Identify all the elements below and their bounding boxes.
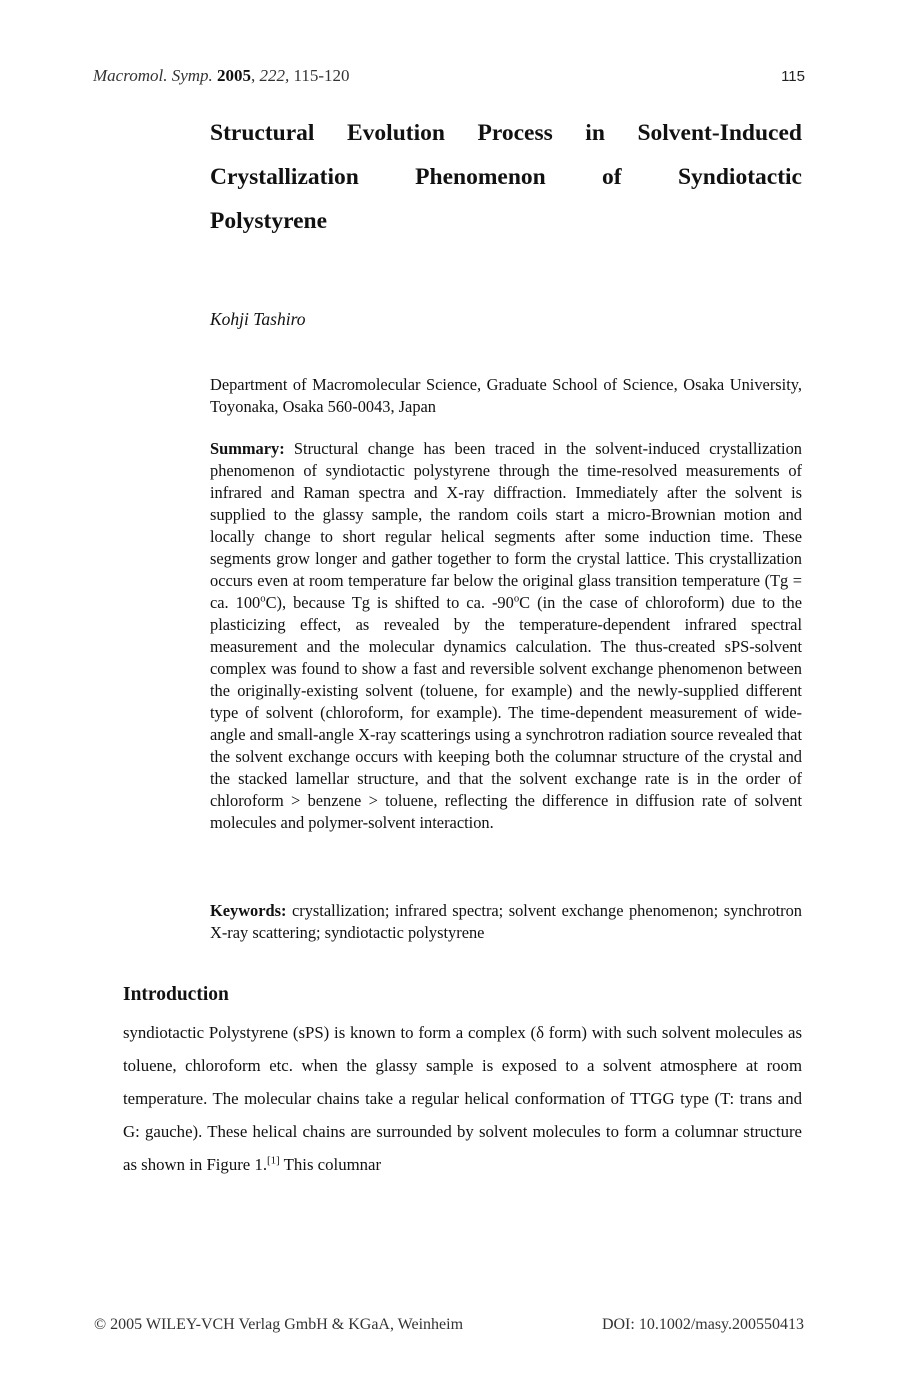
author-affiliation: Department of Macromolecular Science, Graduate School of Science, Osaka University, Toyonaka, Osaka 560-0043, Japan: [210, 375, 802, 416]
author-name: Kohji Tashiro: [210, 309, 306, 329]
summary-paragraph: [210, 438, 802, 834]
degree-sup-2: o: [513, 593, 520, 605]
journal-volume: 222,: [259, 66, 290, 85]
introduction-paragraph: [123, 1016, 802, 1181]
summary-label: Summary:: [210, 439, 285, 458]
title-line-2: Crystallization Phenomenon of Syndiotactic: [210, 164, 802, 190]
keywords-text: crystallization; infrared spectra; solvent exchange phenomenon; synchrotron X-ray scattering; syndiotactic polystyrene: [210, 901, 802, 942]
summary-text-2: C), because Tg is shifted to ca. -90: [265, 593, 514, 612]
degree-sup-1: o: [260, 593, 266, 605]
title-line-1: Structural Evolution Process in Solvent-Induced: [210, 120, 802, 146]
section-heading-introduction: Introduction: [123, 984, 229, 1005]
summary-text-1: Structural change has been traced in the solvent-induced crystallization phenomenon of syndiotactic polystyrene through the time-resolved measurements of infrared and Raman spectra and X-ray diffraction. Immediately after the solvent is supplied to the glassy sample, the random coils start a micro-Brownian motion and locally change to short regular helical segments after some induction time. These segments grow longer and gather together to form the crystal lattice. This crystallization occurs even at room temperature far below the original glass transition temperature (Tg = ca. 100: [210, 439, 802, 612]
paper-title: [210, 111, 802, 243]
title-line-3: Polystyrene: [210, 208, 328, 234]
journal-year: 2005: [217, 66, 252, 85]
introduction-text-2: This columnar: [279, 1155, 382, 1174]
keywords-paragraph: [210, 900, 802, 944]
journal-citation-header: Macromol. Symp. 2005, 222, 115-120: [93, 66, 350, 85]
journal-pages: 115-120: [293, 66, 350, 85]
citation-ref-1: [1]: [267, 1154, 280, 1167]
introduction-text-1: syndiotactic Polystyrene (sPS) is known to form a complex (δ form) with such solvent molecules as toluene, chloroform etc. when the glassy sample is exposed to a solvent atmosphere at room temperature. The molecular chains take a regular helical conformation of TTGG type (T: trans and G: gauche). These helical chains are surrounded by solvent molecules to form a columnar structure as shown in Figure 1.: [123, 1023, 802, 1174]
footer-copyright: © 2005 WILEY-VCH Verlag GmbH & KGaA, Weinheim: [94, 1316, 464, 1333]
keywords-label: Keywords:: [210, 901, 287, 920]
journal-name: Macromol. Symp.: [93, 66, 213, 85]
page-number: 115: [781, 68, 805, 85]
summary-text-3: C (in the case of chloroform) due to the plasticizing effect, as revealed by the temperature-dependent infrared spectral measurement and the molecular dynamics calculation. The thus-created sPS-solvent complex was found to show a fast and reversible solvent exchange phenomenon between the originally-existing solvent (toluene, for example) and the newly-supplied different type of solvent (chloroform, for example). The time-dependent measurement of wide-angle and small-angle X-ray scatterings using a synchrotron radiation source revealed that the solvent exchange occurs with keeping both the columnar structure of the crystal and the stacked lamellar structure, and that the solvent exchange rate is in the order of chloroform > benzene > toluene, reflecting the difference in diffusion rate of solvent molecules and polymer-solvent interaction.: [210, 593, 802, 832]
footer-doi: DOI: 10.1002/masy.200550413: [601, 1316, 804, 1333]
